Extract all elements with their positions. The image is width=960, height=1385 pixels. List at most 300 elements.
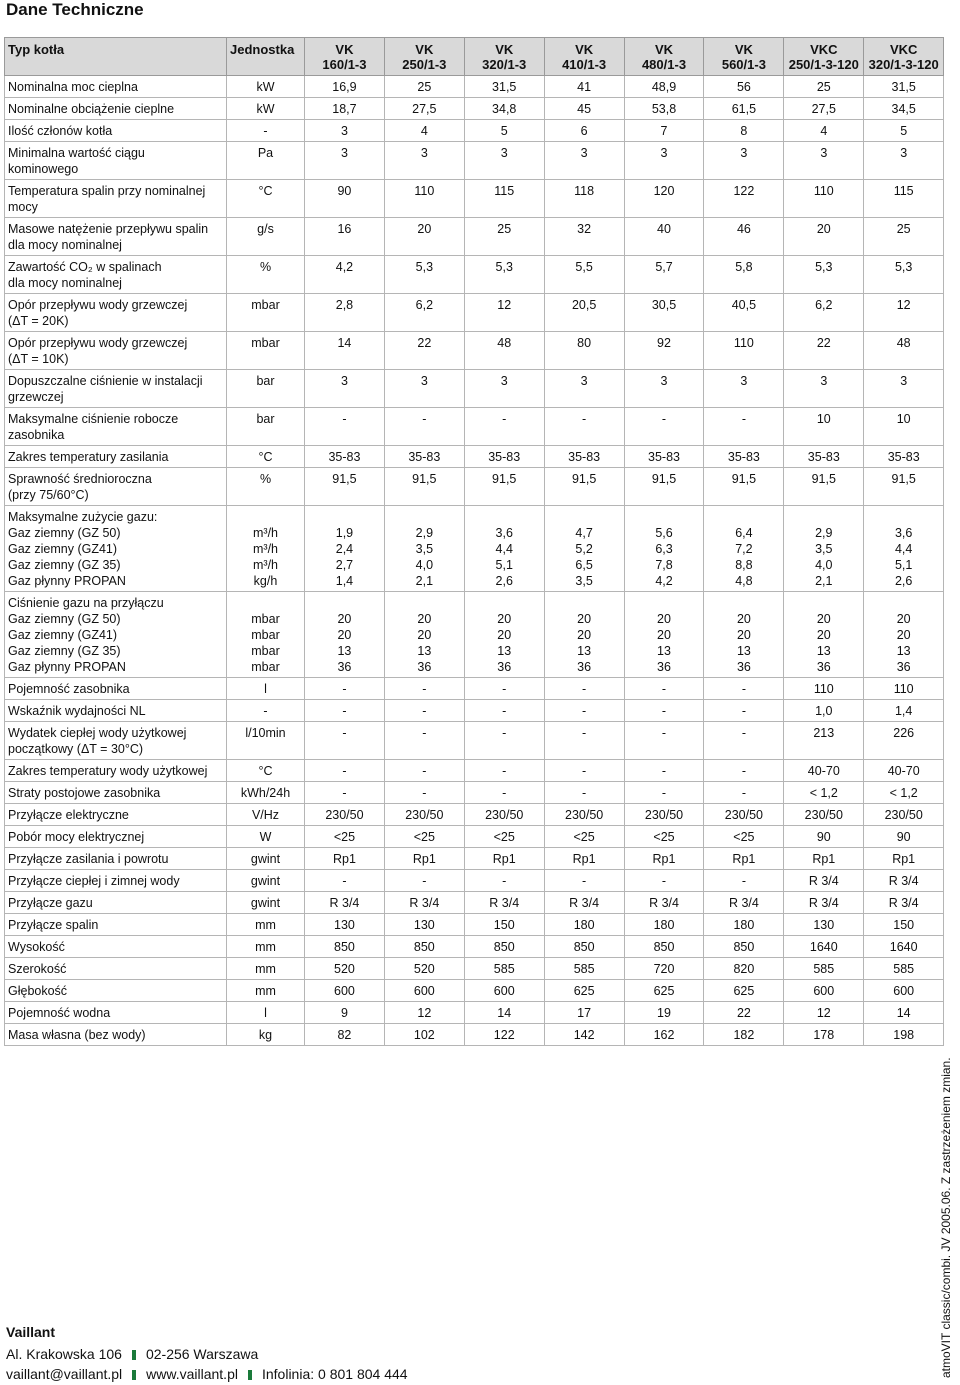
value-cell: 850	[384, 936, 464, 958]
table-row	[5, 218, 944, 256]
value-cell: -	[624, 678, 704, 700]
table-row	[5, 592, 944, 678]
value-cell: 40,5	[704, 294, 784, 332]
header-cell: VKC 250/1-3-120	[784, 38, 864, 76]
value-cell: 585	[784, 958, 864, 980]
row-unit: gwint	[227, 892, 305, 914]
value-cell: 53,8	[624, 98, 704, 120]
value-cell: 3	[704, 370, 784, 408]
table-body	[5, 76, 944, 1046]
value-cell: 90	[784, 826, 864, 848]
value-cell: -	[384, 870, 464, 892]
row-label: Zakres temperatury zasilania	[5, 446, 227, 468]
value-cell: <25	[464, 826, 544, 848]
value-cell: 162	[624, 1024, 704, 1046]
value-cell: 5,6 6,3 7,8 4,2	[624, 506, 704, 592]
header-cell: VK 250/1-3	[384, 38, 464, 76]
value-cell: -	[464, 760, 544, 782]
value-cell: 3	[784, 142, 864, 180]
value-cell: -	[384, 760, 464, 782]
value-cell: 22	[784, 332, 864, 370]
value-cell: 230/50	[305, 804, 385, 826]
table-row	[5, 294, 944, 332]
value-cell: Rp1	[544, 848, 624, 870]
value-cell: 3	[464, 370, 544, 408]
row-label: Przyłącze gazu	[5, 892, 227, 914]
value-cell: 18,7	[305, 98, 385, 120]
table-row	[5, 506, 944, 592]
value-cell: -	[305, 782, 385, 804]
value-cell: 820	[704, 958, 784, 980]
value-cell: 92	[624, 332, 704, 370]
row-label: Przyłącze spalin	[5, 914, 227, 936]
value-cell: 14	[864, 1002, 944, 1024]
value-cell: -	[544, 760, 624, 782]
value-cell: 625	[624, 980, 704, 1002]
value-cell: 230/50	[624, 804, 704, 826]
value-cell: 56	[704, 76, 784, 98]
value-cell: 20 20 13 36	[784, 592, 864, 678]
table-header-row	[5, 38, 944, 76]
value-cell: -	[305, 678, 385, 700]
row-unit: %	[227, 468, 305, 506]
header-cell: VK 560/1-3	[704, 38, 784, 76]
value-cell: 6	[544, 120, 624, 142]
value-cell: 20 20 13 36	[624, 592, 704, 678]
value-cell: 10	[864, 408, 944, 446]
row-label: Przyłącze ciepłej i zimnej wody	[5, 870, 227, 892]
row-unit: l/10min	[227, 722, 305, 760]
value-cell: 35-83	[624, 446, 704, 468]
value-cell: 40-70	[864, 760, 944, 782]
row-unit: gwint	[227, 848, 305, 870]
value-cell: 850	[464, 936, 544, 958]
value-cell: 4	[784, 120, 864, 142]
value-cell: 5,3	[784, 256, 864, 294]
value-cell: 3	[305, 370, 385, 408]
value-cell: 585	[544, 958, 624, 980]
value-cell: -	[464, 408, 544, 446]
value-cell: 230/50	[464, 804, 544, 826]
value-cell: 5,7	[624, 256, 704, 294]
value-cell: 180	[624, 914, 704, 936]
value-cell: < 1,2	[784, 782, 864, 804]
row-label: Ilość członów kotła	[5, 120, 227, 142]
value-cell: 48,9	[624, 76, 704, 98]
value-cell: 102	[384, 1024, 464, 1046]
row-label: Maksymalne zużycie gazu: Gaz ziemny (GZ 50) Gaz ziemny (GZ41) Gaz ziemny (GZ 35) Gaz płynny PROPAN	[5, 506, 227, 592]
value-cell: 3	[784, 370, 864, 408]
row-unit: V/Hz	[227, 804, 305, 826]
value-cell: 600	[864, 980, 944, 1002]
value-cell: 14	[464, 1002, 544, 1024]
footer-email[interactable]: vaillant@vaillant.pl	[6, 1366, 123, 1382]
value-cell: 48	[464, 332, 544, 370]
table-row	[5, 870, 944, 892]
value-cell: 8	[704, 120, 784, 142]
value-cell: 110	[704, 332, 784, 370]
value-cell: 3	[384, 142, 464, 180]
table-row	[5, 722, 944, 760]
value-cell: 34,8	[464, 98, 544, 120]
value-cell: -	[704, 700, 784, 722]
value-cell: 585	[464, 958, 544, 980]
value-cell: 115	[464, 180, 544, 218]
value-cell: 4,2	[305, 256, 385, 294]
value-cell: 20	[384, 218, 464, 256]
row-unit: mm	[227, 936, 305, 958]
value-cell: 150	[864, 914, 944, 936]
row-unit: bar	[227, 408, 305, 446]
row-label: Nominalna moc cieplna	[5, 76, 227, 98]
table-row	[5, 936, 944, 958]
row-unit: g/s	[227, 218, 305, 256]
value-cell: 45	[544, 98, 624, 120]
row-unit: mm	[227, 980, 305, 1002]
value-cell: -	[384, 408, 464, 446]
value-cell: -	[704, 782, 784, 804]
footer-infoline: Infolinia: 0 801 804 444	[261, 1366, 408, 1382]
value-cell: -	[464, 870, 544, 892]
header-cell: VK 480/1-3	[624, 38, 704, 76]
value-cell: -	[464, 782, 544, 804]
row-label: Maksymalne ciśnienie robocze zasobnika	[5, 408, 227, 446]
value-cell: 520	[305, 958, 385, 980]
header-cell: VKC 320/1-3-120	[864, 38, 944, 76]
value-cell: -	[624, 700, 704, 722]
value-cell: R 3/4	[544, 892, 624, 914]
value-cell: 850	[544, 936, 624, 958]
value-cell: 3	[305, 142, 385, 180]
value-cell: -	[384, 782, 464, 804]
header-cell: VK 160/1-3	[305, 38, 385, 76]
value-cell: -	[544, 782, 624, 804]
table-row	[5, 1024, 944, 1046]
row-label: Przyłącze elektryczne	[5, 804, 227, 826]
row-unit: mm	[227, 958, 305, 980]
value-cell: 150	[464, 914, 544, 936]
value-cell: 12	[384, 1002, 464, 1024]
value-cell: -	[305, 722, 385, 760]
value-cell: 625	[704, 980, 784, 1002]
value-cell: -	[544, 678, 624, 700]
table-row	[5, 804, 944, 826]
row-unit: -	[227, 120, 305, 142]
value-cell: 230/50	[704, 804, 784, 826]
value-cell: 180	[704, 914, 784, 936]
value-cell: 230/50	[864, 804, 944, 826]
value-cell: 520	[384, 958, 464, 980]
value-cell: R 3/4	[305, 892, 385, 914]
value-cell: 3,6 4,4 5,1 2,6	[464, 506, 544, 592]
value-cell: 178	[784, 1024, 864, 1046]
header-cell: Typ kotła	[5, 38, 227, 76]
row-label: Masa własna (bez wody)	[5, 1024, 227, 1046]
value-cell: 1640	[784, 936, 864, 958]
row-unit: mbar	[227, 332, 305, 370]
value-cell: Rp1	[305, 848, 385, 870]
value-cell: 91,5	[624, 468, 704, 506]
value-cell: 600	[784, 980, 864, 1002]
row-unit: m³/h m³/h m³/h kg/h	[227, 506, 305, 592]
value-cell: 230/50	[784, 804, 864, 826]
value-cell: 230/50	[544, 804, 624, 826]
value-cell: 3	[544, 370, 624, 408]
value-cell: 22	[704, 1002, 784, 1024]
value-cell: 600	[464, 980, 544, 1002]
value-cell: Rp1	[864, 848, 944, 870]
value-cell: 80	[544, 332, 624, 370]
value-cell: 16	[305, 218, 385, 256]
footer-web[interactable]: www.vaillant.pl	[146, 1366, 238, 1382]
value-cell: 82	[305, 1024, 385, 1046]
row-label: Sprawność średnioroczna (przy 75/60°C)	[5, 468, 227, 506]
table-row	[5, 76, 944, 98]
value-cell: 3	[624, 142, 704, 180]
row-unit: gwint	[227, 870, 305, 892]
value-cell: 3	[464, 142, 544, 180]
value-cell: 2,9 3,5 4,0 2,1	[384, 506, 464, 592]
value-cell: 91,5	[384, 468, 464, 506]
value-cell: 27,5	[384, 98, 464, 120]
value-cell: 720	[624, 958, 704, 980]
value-cell: 25	[464, 218, 544, 256]
value-cell: 142	[544, 1024, 624, 1046]
value-cell: <25	[544, 826, 624, 848]
value-cell: 17	[544, 1002, 624, 1024]
row-unit: °C	[227, 180, 305, 218]
value-cell: 3	[544, 142, 624, 180]
table-row	[5, 98, 944, 120]
value-cell: 198	[864, 1024, 944, 1046]
value-cell: 20 20 13 36	[384, 592, 464, 678]
row-label: Masowe natężenie przepływu spalin dla mocy nominalnej	[5, 218, 227, 256]
row-label: Wydatek ciepłej wody użytkowej początkowy (ΔT = 30°C)	[5, 722, 227, 760]
row-unit: W	[227, 826, 305, 848]
value-cell: -	[464, 700, 544, 722]
value-cell: -	[624, 760, 704, 782]
table-row	[5, 826, 944, 848]
value-cell: 10	[784, 408, 864, 446]
row-label: Ciśnienie gazu na przyłączu Gaz ziemny (GZ 50) Gaz ziemny (GZ41) Gaz ziemny (GZ 35) Gaz płynny PROPAN	[5, 592, 227, 678]
row-unit: °C	[227, 446, 305, 468]
value-cell: Rp1	[624, 848, 704, 870]
row-label: Pobór mocy elektrycznej	[5, 826, 227, 848]
value-cell: R 3/4	[464, 892, 544, 914]
value-cell: 3	[864, 142, 944, 180]
row-label: Zakres temperatury wody użytkowej	[5, 760, 227, 782]
table-row	[5, 700, 944, 722]
table-row	[5, 1002, 944, 1024]
value-cell: -	[384, 700, 464, 722]
value-cell: 2,9 3,5 4,0 2,1	[784, 506, 864, 592]
table-row	[5, 468, 944, 506]
footer-address-line	[6, 1346, 258, 1362]
value-cell: 5,3	[464, 256, 544, 294]
table-row	[5, 848, 944, 870]
value-cell: Rp1	[464, 848, 544, 870]
value-cell: 90	[864, 826, 944, 848]
table-row	[5, 120, 944, 142]
value-cell: R 3/4	[384, 892, 464, 914]
value-cell: 61,5	[704, 98, 784, 120]
value-cell: 226	[864, 722, 944, 760]
value-cell: 115	[864, 180, 944, 218]
value-cell: -	[464, 678, 544, 700]
row-label: Minimalna wartość ciągu kominowego	[5, 142, 227, 180]
value-cell: 130	[784, 914, 864, 936]
footer-brand: Vaillant	[6, 1324, 56, 1340]
value-cell: 34,5	[864, 98, 944, 120]
value-cell: 5,3	[384, 256, 464, 294]
value-cell: 12	[464, 294, 544, 332]
table-row	[5, 980, 944, 1002]
table-row	[5, 446, 944, 468]
value-cell: 182	[704, 1024, 784, 1046]
value-cell: 1640	[864, 936, 944, 958]
value-cell: 35-83	[704, 446, 784, 468]
value-cell: 9	[305, 1002, 385, 1024]
footer-contact-line	[6, 1366, 408, 1382]
row-label: Dopuszczalne ciśnienie w instalacji grzewczej	[5, 370, 227, 408]
value-cell: 230/50	[384, 804, 464, 826]
value-cell: 1,9 2,4 2,7 1,4	[305, 506, 385, 592]
value-cell: 122	[704, 180, 784, 218]
value-cell: 25	[384, 76, 464, 98]
value-cell: 130	[384, 914, 464, 936]
value-cell: 22	[384, 332, 464, 370]
value-cell: -	[544, 408, 624, 446]
value-cell: 110	[784, 180, 864, 218]
separator-mark	[132, 1370, 136, 1380]
value-cell: -	[624, 870, 704, 892]
value-cell: -	[544, 700, 624, 722]
row-unit: bar	[227, 370, 305, 408]
value-cell: 91,5	[704, 468, 784, 506]
row-label: Nominalne obciążenie cieplne	[5, 98, 227, 120]
value-cell: 7	[624, 120, 704, 142]
value-cell: <25	[305, 826, 385, 848]
row-unit: kg	[227, 1024, 305, 1046]
value-cell: 35-83	[864, 446, 944, 468]
row-label: Szerokość	[5, 958, 227, 980]
value-cell: 27,5	[784, 98, 864, 120]
row-label: Wysokość	[5, 936, 227, 958]
header-cell: VK 320/1-3	[464, 38, 544, 76]
value-cell: 35-83	[384, 446, 464, 468]
value-cell: 31,5	[864, 76, 944, 98]
value-cell: 850	[704, 936, 784, 958]
table-row	[5, 370, 944, 408]
value-cell: 6,2	[784, 294, 864, 332]
table-row	[5, 892, 944, 914]
table-row	[5, 914, 944, 936]
value-cell: 35-83	[464, 446, 544, 468]
value-cell: 3,6 4,4 5,1 2,6	[864, 506, 944, 592]
value-cell: 12	[784, 1002, 864, 1024]
value-cell: 20 20 13 36	[464, 592, 544, 678]
value-cell: 110	[864, 678, 944, 700]
row-label: Opór przepływu wody grzewczej (ΔT = 10K)	[5, 332, 227, 370]
value-cell: 213	[784, 722, 864, 760]
row-unit: l	[227, 1002, 305, 1024]
value-cell: 850	[305, 936, 385, 958]
value-cell: 2,8	[305, 294, 385, 332]
row-label: Pojemność zasobnika	[5, 678, 227, 700]
value-cell: 40-70	[784, 760, 864, 782]
value-cell: < 1,2	[864, 782, 944, 804]
row-unit: mbar mbar mbar mbar	[227, 592, 305, 678]
value-cell: -	[704, 870, 784, 892]
value-cell: Rp1	[384, 848, 464, 870]
value-cell: -	[624, 782, 704, 804]
value-cell: <25	[384, 826, 464, 848]
table-row	[5, 408, 944, 446]
value-cell: <25	[704, 826, 784, 848]
header-cell: VK 410/1-3	[544, 38, 624, 76]
value-cell: 35-83	[544, 446, 624, 468]
value-cell: 90	[305, 180, 385, 218]
table-row	[5, 760, 944, 782]
value-cell: 32	[544, 218, 624, 256]
value-cell: -	[305, 760, 385, 782]
row-unit: °C	[227, 760, 305, 782]
table-row	[5, 782, 944, 804]
value-cell: -	[305, 700, 385, 722]
value-cell: 110	[784, 678, 864, 700]
value-cell: R 3/4	[704, 892, 784, 914]
value-cell: R 3/4	[864, 892, 944, 914]
value-cell: R 3/4	[784, 870, 864, 892]
value-cell: 91,5	[784, 468, 864, 506]
table-row	[5, 678, 944, 700]
value-cell: 130	[305, 914, 385, 936]
value-cell: -	[305, 870, 385, 892]
value-cell: 4,7 5,2 6,5 3,5	[544, 506, 624, 592]
value-cell: 5	[864, 120, 944, 142]
value-cell: 35-83	[784, 446, 864, 468]
value-cell: 1,0	[784, 700, 864, 722]
value-cell: 20 20 13 36	[305, 592, 385, 678]
separator-mark	[248, 1370, 252, 1380]
value-cell: 20 20 13 36	[704, 592, 784, 678]
value-cell: 585	[864, 958, 944, 980]
row-label: Wskaźnik wydajności NL	[5, 700, 227, 722]
row-unit: mm	[227, 914, 305, 936]
value-cell: 625	[544, 980, 624, 1002]
value-cell: 31,5	[464, 76, 544, 98]
value-cell: 3	[704, 142, 784, 180]
value-cell: 16,9	[305, 76, 385, 98]
value-cell: 6,2	[384, 294, 464, 332]
value-cell: 5	[464, 120, 544, 142]
row-label: Przyłącze zasilania i powrotu	[5, 848, 227, 870]
value-cell: -	[544, 870, 624, 892]
value-cell: 3	[624, 370, 704, 408]
value-cell: 20,5	[544, 294, 624, 332]
value-cell: 3	[384, 370, 464, 408]
value-cell: 25	[784, 76, 864, 98]
side-note: atmoVIT classic/combi. JV 2005.06. Z zastrzeżeniem zmian.	[939, 1057, 953, 1378]
value-cell: 6,4 7,2 8,8 4,8	[704, 506, 784, 592]
row-label: Pojemność wodna	[5, 1002, 227, 1024]
row-unit: kW	[227, 98, 305, 120]
value-cell: 600	[384, 980, 464, 1002]
table-row	[5, 332, 944, 370]
value-cell: 48	[864, 332, 944, 370]
value-cell: 180	[544, 914, 624, 936]
value-cell: R 3/4	[864, 870, 944, 892]
